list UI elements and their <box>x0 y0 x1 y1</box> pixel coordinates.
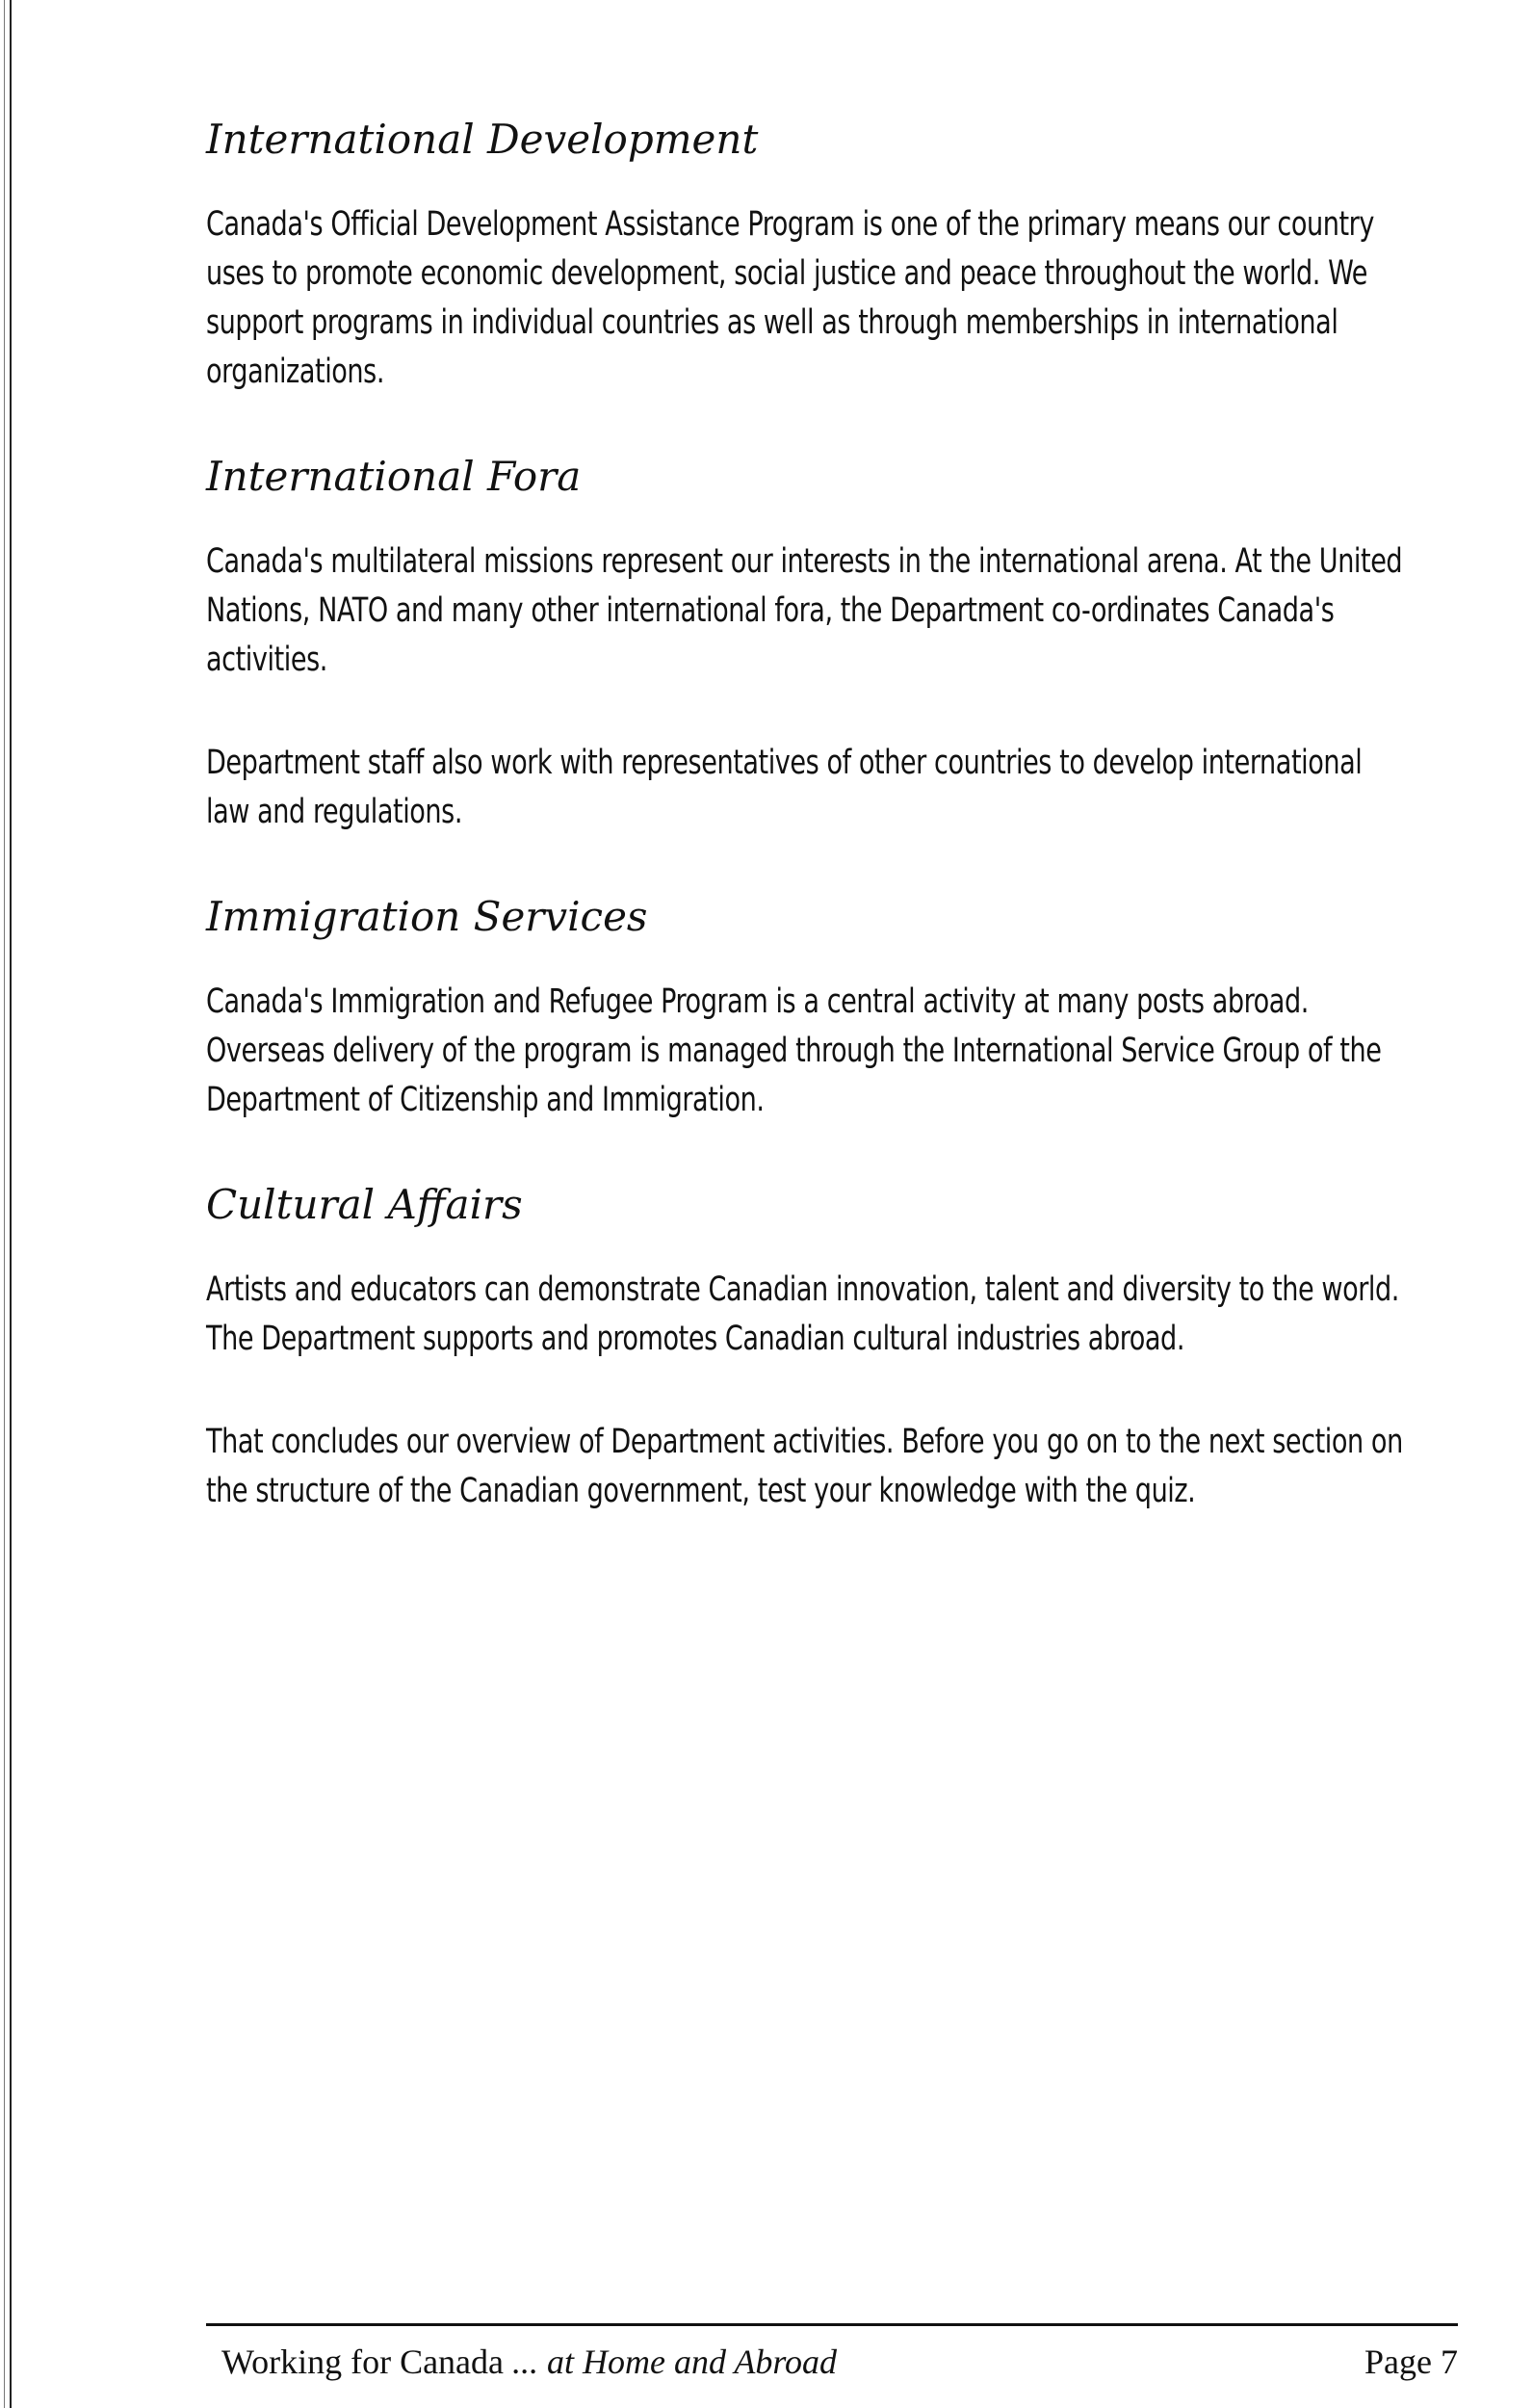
body-paragraph: That concludes our overview of Department activities. Before you go on to the next section on the structure of the Canadian government, test your knowledge with the quiz. <box>206 1423 1403 1510</box>
section-heading: International Development <box>206 116 759 163</box>
section-international-fora <box>206 451 1458 837</box>
body-paragraph: Department staff also work with representatives of other countries to develop international law and regulations. <box>206 744 1363 831</box>
body-paragraph: Artists and educators can demonstrate Canadian innovation, talent and diversity to the world. The Department supports and promotes Canadian cultural industries abroad. <box>206 1270 1399 1358</box>
section-cultural-affairs <box>206 1179 1458 1516</box>
section-international-development <box>206 114 1458 397</box>
footer-title-italic: ... at Home and Abroad <box>512 2343 838 2381</box>
footer-title <box>221 2341 837 2383</box>
page-content <box>206 114 1458 1570</box>
body-paragraph: Canada's multilateral missions represent our interests in the international arena. At the United Nations, NATO and many other international fora, the Department co-ordinates Canada's activities. <box>206 542 1403 679</box>
page-number: Page 7 <box>1364 2343 1458 2381</box>
footer-rule <box>206 2323 1458 2326</box>
section-immigration-services <box>206 891 1458 1125</box>
body-paragraph: Canada's Official Development Assistance Program is one of the primary means our country uses to promote economic development, social justice and peace throughout the world. We support programs in individual countries as well as through memberships in international organizations. <box>206 205 1374 391</box>
section-heading: International Fora <box>206 453 582 500</box>
body-paragraph: Canada's Immigration and Refugee Program is a central activity at many posts abroad. Overseas delivery of the program is managed through the International Service Group of the Department of Citizenship and Immigration. <box>206 982 1382 1119</box>
section-heading: Immigration Services <box>206 893 648 940</box>
binding-edge <box>0 0 12 2408</box>
footer-title-regular: Working for Canada <box>221 2343 513 2381</box>
section-heading: Cultural Affairs <box>206 1181 523 1228</box>
